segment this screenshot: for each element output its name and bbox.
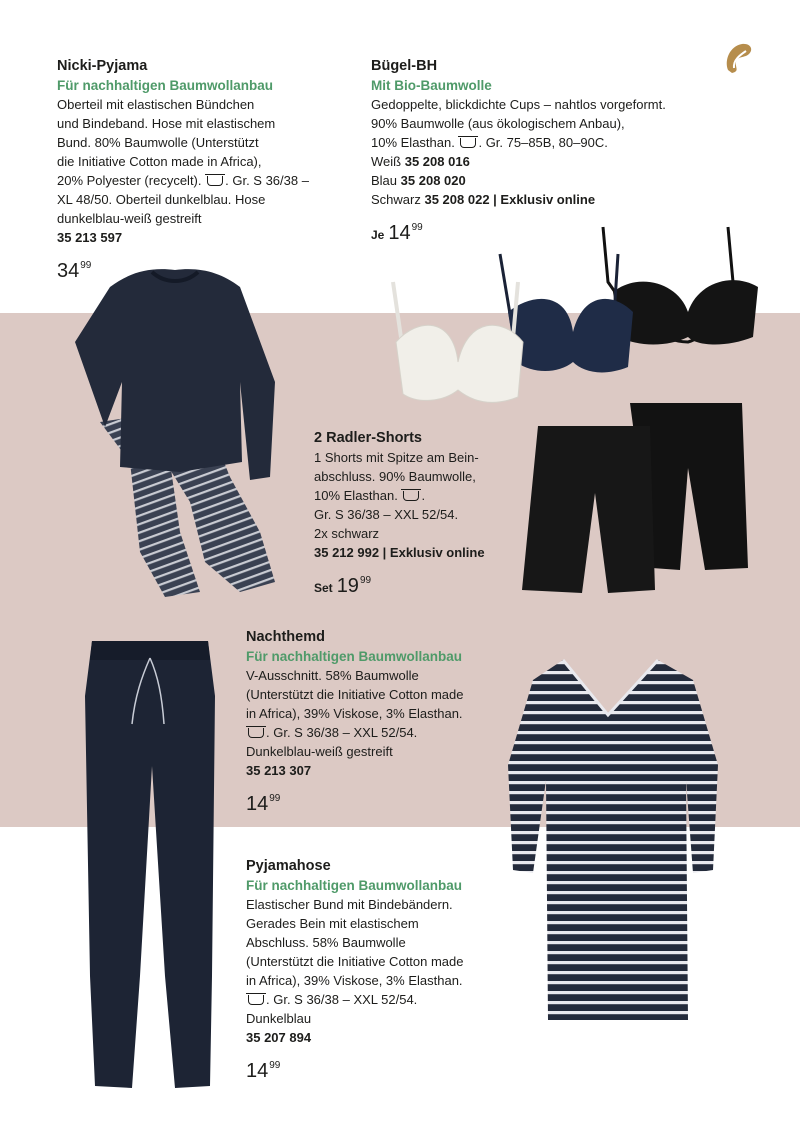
description-line [57, 171, 309, 190]
price [246, 1053, 464, 1084]
product-nicki-pyjama [57, 56, 309, 284]
price [246, 786, 464, 817]
variant-line [371, 152, 666, 171]
wash-text-after: . Gr. S 36/38 – XXL 52/54. [266, 992, 418, 1007]
variant-label: Schwarz [371, 192, 421, 207]
shorts-image [520, 398, 750, 598]
description-line: dunkelblau-weiß gestreift [57, 211, 202, 226]
description-line: Abschluss. 58% Baumwolle [246, 935, 406, 950]
article-number: 35 207 894 [246, 1030, 312, 1045]
bh-image [388, 222, 768, 412]
variant-number: 35 208 022 [424, 192, 490, 207]
price-cents: 99 [269, 793, 281, 804]
price [314, 568, 485, 601]
price-prefix: Set [314, 581, 333, 595]
bra-navy [508, 299, 633, 373]
product-title: Nachthemd [246, 629, 325, 645]
description-line: XL 48/50. Oberteil dunkelblau. Hose [57, 192, 266, 207]
product-buegel-bh [371, 56, 666, 248]
variant-label: Weiß [371, 154, 402, 169]
price-main: 34 [57, 260, 80, 282]
pants-waistband [90, 641, 210, 660]
wash-text-before: 10% Elasthan. [371, 135, 455, 150]
description-line: in Africa), 39% Viskose, 3% Elasthan. [246, 706, 463, 721]
wash-30-icon [248, 995, 264, 1005]
description-line: Bund. 80% Baumwolle (Unterstützt [57, 135, 259, 150]
description-line: 2x schwarz [314, 526, 380, 541]
description-line: Dunkelblau-weiß gestreift [246, 744, 393, 759]
description-line: die Initiative Cotton made in Africa), [57, 154, 262, 169]
price-main: 19 [336, 575, 359, 597]
description-line: (Unterstützt die Initiative Cotton made [246, 687, 464, 702]
description-line: V-Ausschnitt. 58% Baumwolle [246, 668, 419, 683]
description-line: Oberteil mit elastischen Bündchen [57, 97, 255, 112]
description-line: in Africa), 39% Viskose, 3% Elasthan. [246, 973, 463, 988]
wash-text-after: . Gr. S 36/38 – [225, 173, 309, 188]
wash-text-before: 20% Polyester (recycelt). [57, 173, 202, 188]
product-pyjamahose [246, 856, 464, 1084]
product-radler-shorts [314, 428, 485, 601]
bra-black [613, 280, 758, 344]
price-cents: 99 [359, 575, 372, 586]
description-line [246, 723, 464, 742]
product-title: Bügel-BH [371, 58, 438, 74]
variant-label: Blau [371, 173, 398, 188]
price-main: 14 [388, 222, 411, 244]
wash-30-icon [403, 491, 419, 501]
article-number: 35 213 307 [246, 763, 312, 778]
description-line: Gr. S 36/38 – XXL 52/54. [314, 507, 459, 522]
description-line: Dunkelblau [246, 1011, 312, 1026]
wash-30-icon [207, 176, 223, 186]
description-line: abschluss. 90% Baumwolle, [314, 469, 476, 484]
variant-line [371, 171, 666, 190]
product-subtitle: Mit Bio-Baumwolle [371, 78, 492, 93]
price-main: 14 [246, 1060, 269, 1082]
product-title: 2 Radler-Shorts [314, 430, 422, 446]
variant-number: 35 208 020 [400, 173, 466, 188]
shorts-front [522, 426, 655, 593]
description-line [371, 133, 666, 152]
description-line: Gerades Bein mit elastischem [246, 916, 419, 931]
description-line: 1 Shorts mit Spitze am Bein- [314, 450, 479, 465]
product-subtitle: Für nachhaltigen Baumwollanbau [246, 649, 463, 664]
wash-text-after: . Gr. 75–85B, 80–90C. [478, 135, 608, 150]
price-cents: 99 [411, 222, 423, 233]
price-cents: 99 [80, 260, 92, 271]
article-number: 35 212 992 | Exklusiv online [314, 545, 485, 560]
product-subtitle: Für nachhaltigen Baumwollanbau [246, 878, 463, 893]
pyjama-top [75, 269, 275, 480]
product-nachthemd [246, 627, 464, 817]
variant-number: 35 208 016 [404, 154, 470, 169]
price-main: 14 [246, 793, 269, 815]
variant-line [371, 190, 666, 209]
wash-30-icon [248, 728, 264, 738]
product-title: Pyjamahose [246, 858, 331, 874]
pants-body [85, 641, 215, 1088]
description-line: (Unterstützt die Initiative Cotton made [246, 954, 464, 969]
pyjama-image [70, 262, 290, 602]
description-line [246, 990, 464, 1009]
product-title: Nicki-Pyjama [57, 58, 148, 74]
price-prefix: Je [371, 228, 385, 242]
bra-white [396, 325, 523, 402]
wash-30-icon [460, 138, 476, 148]
description-line: Gedoppelte, blickdichte Cups – nahtlos vorgeformt. [371, 97, 666, 112]
nightdress-body [508, 660, 718, 1020]
coffee-bean-logo-icon [722, 40, 756, 76]
pyjamahose-image [80, 636, 220, 1101]
description-line: Elastischer Bund mit Bindebändern. [246, 897, 453, 912]
description-line [314, 486, 485, 505]
description-line: 90% Baumwolle (aus ökologischem Anbau), [371, 116, 625, 131]
product-subtitle: Für nachhaltigen Baumwollanbau [57, 78, 274, 93]
price-cents: 99 [269, 1060, 281, 1071]
wash-text-after: . Gr. S 36/38 – XXL 52/54. [266, 725, 418, 740]
article-number: 35 213 597 [57, 230, 123, 245]
nachthemd-image [508, 655, 718, 1025]
variant-extra: | Exklusiv online [489, 192, 596, 207]
wash-text-before: 10% Elasthan. [314, 488, 398, 503]
wash-text-after: . [421, 488, 426, 503]
description-line: und Bindeband. Hose mit elastischem [57, 116, 276, 131]
